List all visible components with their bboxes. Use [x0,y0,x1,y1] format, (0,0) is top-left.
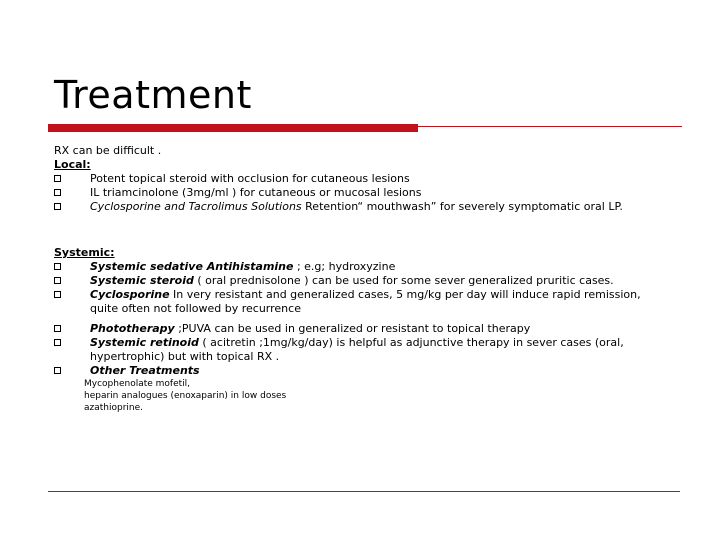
item-text: ( oral prednisolone ) can be used for some sever generalized pruritic cases. [193,274,614,287]
item-emphasis: Other Treatments [90,364,200,377]
footer-rule [48,491,680,492]
list-item [54,200,674,214]
list-item [54,364,674,378]
item-text: In very resistant and generalized cases, 5 mg/kg per day will induce rapid remission, [169,288,641,301]
square-bullet-icon [54,175,61,182]
item-emphasis: Systemic retinoid [90,336,199,349]
item-emphasis: Cyclosporine [90,288,170,301]
list-item [54,322,674,336]
list-item [54,260,674,274]
list-item [54,336,674,364]
item-emphasis: Systemic steroid [90,274,194,287]
square-bullet-icon [54,277,61,284]
item-emphasis: Cyclosporine and Tacrolimus Solutions [90,200,302,213]
item-text: IL triamcinolone (3mg/ml ) for cutaneous or mucosal lesions [90,186,422,199]
sub-item: Mycophenolate mofetil, [84,379,191,389]
slide-body [54,144,674,414]
sub-item: heparin analogues (enoxaparin) in low doses [84,391,287,401]
square-bullet-icon [54,189,61,196]
list-item [54,288,674,316]
list-item [54,186,674,200]
systemic-heading: Systemic: [54,246,115,259]
square-bullet-icon [54,325,61,332]
item-text-continued: quite often not followed by recurrence [90,302,301,315]
title-underline-thin [418,126,682,127]
item-text: ;PUVA can be used in generalized or resistant to topical therapy [174,322,531,335]
spacer [54,214,674,246]
list-item [54,172,674,186]
item-text: Potent topical steroid with occlusion for cutaneous lesions [90,172,410,185]
square-bullet-icon [54,263,61,270]
item-emphasis: Phototherapy [90,322,175,335]
item-text: Retention“ mouthwash” for severely symptomatic oral LP. [301,200,623,213]
sub-item: azathioprine. [84,403,144,413]
square-bullet-icon [54,203,61,210]
square-bullet-icon [54,291,61,298]
square-bullet-icon [54,367,61,374]
item-text: ; e.g; hydroxyzine [293,260,396,273]
local-heading: Local: [54,158,91,171]
item-emphasis: Systemic sedative Antihistamine [90,260,294,273]
item-text: ( acitretin ;1mg/kg/day) is helpful as adjunctive therapy in sever cases (oral, [198,336,624,349]
list-item [54,274,674,288]
slide-title: Treatment [54,73,252,117]
square-bullet-icon [54,339,61,346]
intro-text: RX can be difficult . [54,144,162,157]
title-underline-thick [48,124,418,132]
item-text-continued: hypertrophic) but with topical RX . [90,350,280,363]
